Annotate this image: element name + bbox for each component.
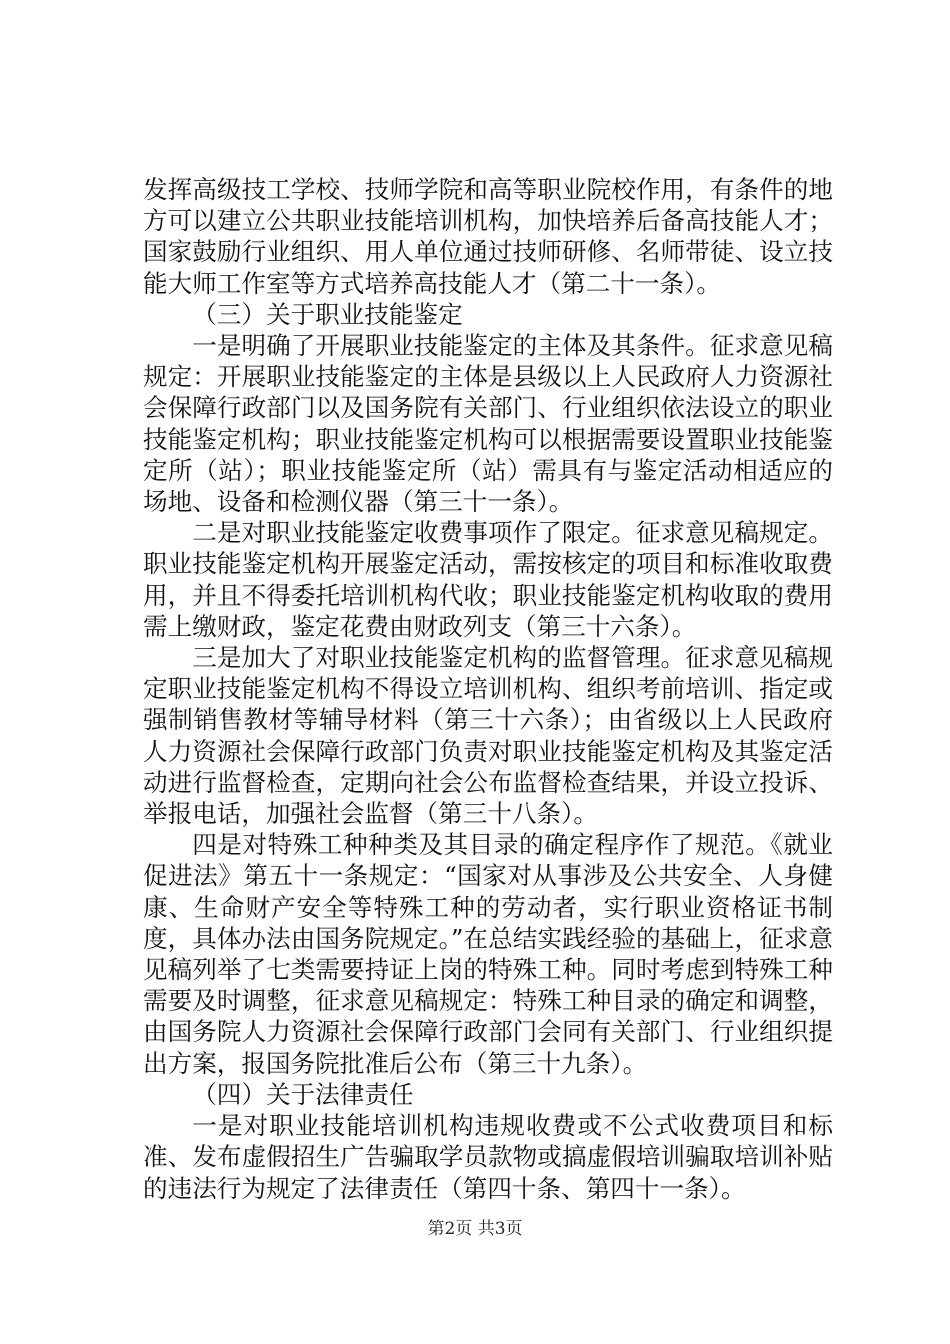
page-footer: 第2页 共3页 — [427, 1219, 523, 1239]
paragraph: 一是明确了开展职业技能鉴定的主体及其条件。征求意见稿规定：开展职业技能鉴定的主体是县级以上人民政府人力资源社会保障行政部门以及国务院有关部门、行业组织依法设立的职业技能鉴定机构；职业技能鉴定机构可以根据需要设置职业技能鉴定所（站）；职业技能鉴定所（站）需具有与鉴定活动相适应的场地、设备和检测仪器（第三十一条）。 — [143, 331, 833, 517]
document-body — [143, 174, 833, 1204]
paragraph: 四是对特殊工种种类及其目录的确定程序作了规范。《就业促进法》第五十一条规定：“国家对从事涉及公共安全、人身健康、生命财产安全等特殊工种的劳动者，实行职业资格证书制度，具体办法由国务院规定。”在总结实践经验的基础上，征求意见稿列举了七类需要持证上岗的特殊工种。同时考虑到特殊工种需要及时调整，征求意见稿规定：特殊工种目录的确定和调整，由国务院人力资源社会保障行政部门会同有关部门、行业组织提出方案，报国务院批准后公布（第三十九条）。 — [143, 830, 833, 1078]
paragraph: 三是加大了对职业技能鉴定机构的监督管理。征求意见稿规定职业技能鉴定机构不得设立培训机构、组织考前培训、指定或强制销售教材等辅导材料（第三十六条）；由省级以上人民政府人力资源社会保障行政部门负责对职业技能鉴定机构及其鉴定活动进行监督检查，定期向社会公布监督检查结果，并设立投诉、举报电话，加强社会监督（第三十八条）。 — [143, 643, 833, 829]
paragraph: 一是对职业技能培训机构违规收费或不公式收费项目和标准、发布虚假招生广告骗取学员款物或搞虚假培训骗取培训补贴的违法行为规定了法律责任（第四十条、第四十一条）。 — [143, 1111, 833, 1203]
paragraph: 发挥高级技工学校、技师学院和高等职业院校作用，有条件的地方可以建立公共职业技能培训机构，加快培养后备高技能人才；国家鼓励行业组织、用人单位通过技师研修、名师带徒、设立技能大师工作室等方式培养高技能人才（第二十一条）。 — [143, 175, 833, 298]
section-heading-3: （三）关于职业技能鉴定 — [192, 299, 463, 329]
paragraph: 二是对职业技能鉴定收费事项作了限定。征求意见稿规定。职业技能鉴定机构开展鉴定活动，需按核定的项目和标准收取费用，并且不得委托培训机构代收；职业技能鉴定机构收取的费用需上缴财政，鉴定花费由财政列支（第三十六条）。 — [143, 518, 833, 641]
section-heading-4: （四）关于法律责任 — [192, 1079, 414, 1109]
